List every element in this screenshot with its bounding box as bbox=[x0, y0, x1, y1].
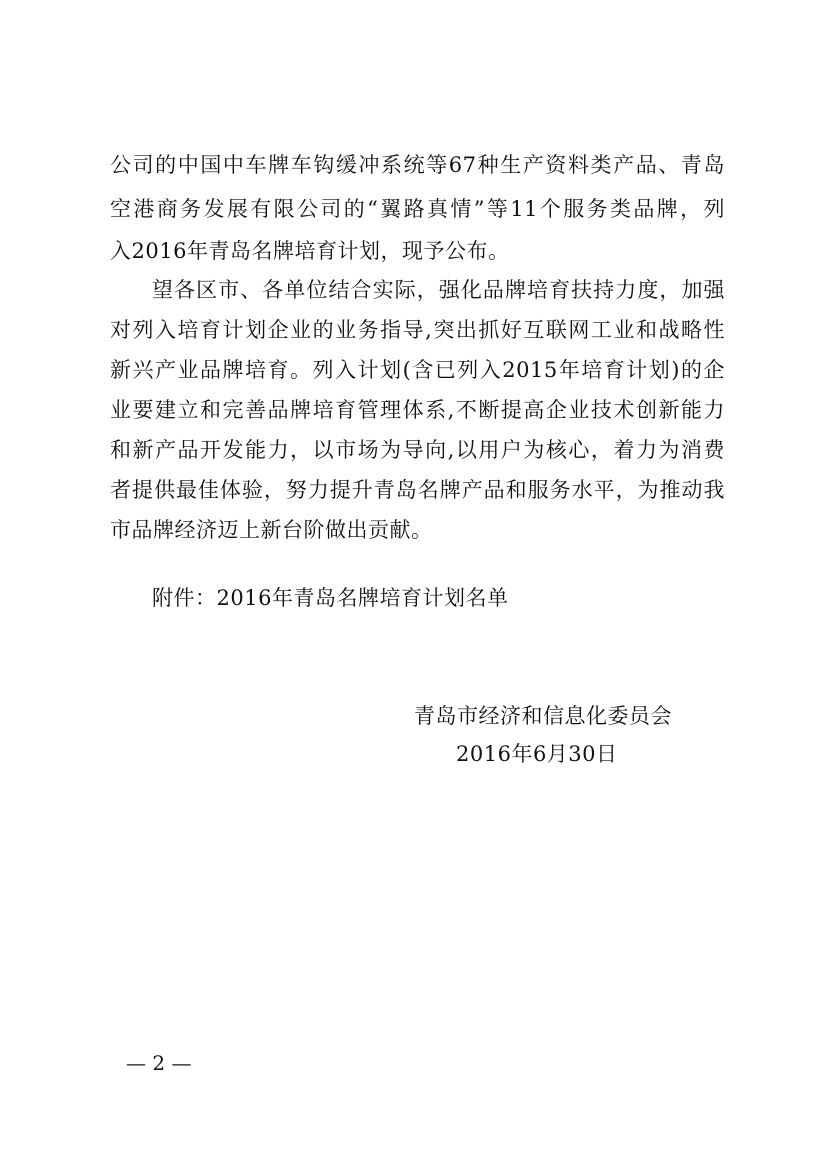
paragraph2-line-7: 市品牌经济迈上新台阶做出贡献。 bbox=[110, 518, 433, 542]
signature-organization: 青岛市经济和信息化委员会 bbox=[414, 704, 672, 728]
paragraph2-line-4: 业要建立和完善品牌培育管理体系,不断提高企业技术创新能力 bbox=[110, 398, 725, 422]
paragraph2-line-5: 和新产品开发能力，以市场为导向,以用户为核心，着力为消费 bbox=[110, 438, 725, 462]
paragraph2-line-1: 望各区市、各单位结合实际，强化品牌培育扶持力度，加强 bbox=[152, 278, 725, 302]
paragraph1-line-3: 入2016年青岛名牌培育计划，现予公布。 bbox=[110, 239, 510, 263]
paragraph2-line-3: 新兴产业品牌培育。列入计划(含已列入2015年培育计划)的企 bbox=[110, 358, 725, 382]
attachment-line: 附件：2016年青岛名牌培育计划名单 bbox=[152, 586, 509, 610]
paragraph1-line-2: 空港商务发展有限公司的“翼路真情”等11个服务类品牌，列 bbox=[110, 197, 725, 221]
page-number: — 2 — bbox=[126, 1051, 192, 1075]
paragraph1-line-1: 公司的中国中车牌车钩缓冲系统等67种生产资料类产品、青岛 bbox=[110, 153, 725, 177]
signature-date: 2016年6月30日 bbox=[456, 742, 618, 766]
paragraph2-line-2: 对列入培育计划企业的业务指导,突出抓好互联网工业和战略性 bbox=[110, 318, 725, 342]
paragraph2-line-6: 者提供最佳体验，努力提升青岛名牌产品和服务水平，为推动我 bbox=[110, 478, 725, 502]
